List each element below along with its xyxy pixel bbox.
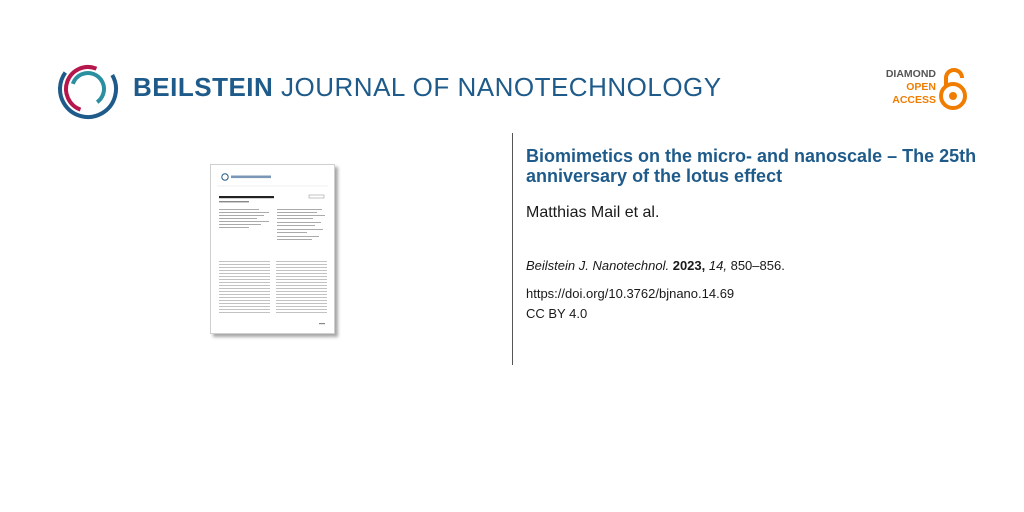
- open-lock-icon: [938, 66, 968, 110]
- article-thumbnail[interactable]: [210, 164, 335, 334]
- badge-line-2: OPEN: [906, 81, 936, 93]
- article-title[interactable]: Biomimetics on the micro- and nanoscale – The 25th anniversary of the lotus effect: [526, 146, 977, 186]
- beilstein-logo-icon: [56, 57, 120, 121]
- citation-journal: Beilstein J. Nanotechnol.: [526, 258, 670, 273]
- header: [0, 0, 1024, 130]
- citation: [526, 258, 785, 273]
- citation-volume: 14,: [708, 258, 727, 273]
- citation-year: 2023,: [672, 258, 706, 273]
- journal-name-rest: JOURNAL OF NANOTECHNOLOGY: [273, 72, 722, 102]
- vertical-divider: [512, 133, 513, 365]
- badge-line-1: DIAMOND: [885, 68, 936, 80]
- journal-name-bold: BEILSTEIN: [133, 72, 274, 102]
- license-label: CC BY 4.0: [526, 306, 588, 321]
- journal-name: [133, 72, 722, 103]
- article-page-preview: [211, 165, 334, 333]
- open-access-label: [886, 68, 936, 107]
- citation-pages: 850–856.: [730, 258, 785, 273]
- doi-link[interactable]: https://doi.org/10.3762/bjnano.14.69: [526, 286, 735, 301]
- badge-line-3: ACCESS: [892, 94, 936, 106]
- article-authors: Matthias Mail et al.: [526, 204, 660, 221]
